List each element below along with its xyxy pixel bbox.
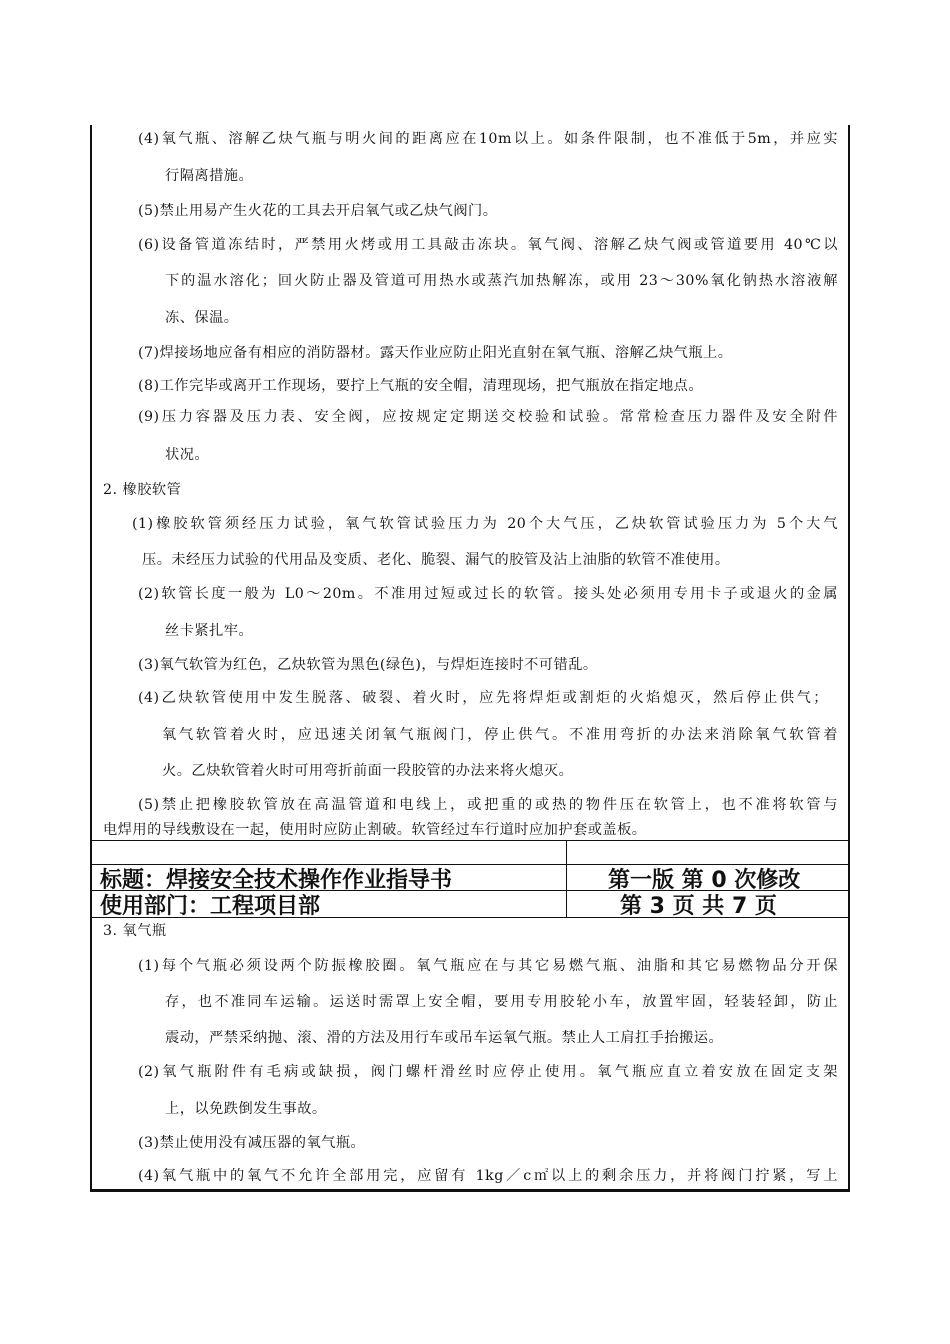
section2-heading: 2. 橡胶软管	[103, 482, 182, 498]
document-title: 标题：焊接安全技术操作作业指导书	[100, 868, 453, 893]
section1-item8: (8)工作完毕或离开工作现场，要拧上气瓶的安全帽，清理现场，把气瓶放在指定地点。	[138, 378, 704, 394]
section2-item1-line1: (1)橡胶软管须经压力试验，氧气软管试验压力为 20个大气压，乙炔软管试验压力为 5个大气	[132, 516, 838, 532]
section1-item6-line2: 下的温水溶化；回火防止器及管道可用热水或蒸汽加热解冻，或用 23～30%氧化钠热水溶液解	[165, 273, 838, 289]
section3-item2-line1: (2)氧气瓶附件有毛病或缺损，阀门螺杆滑丝时应停止使用。氧气瓶应直立着安放在固定支架	[138, 1064, 838, 1080]
section1-item6-line3: 冻、保温。	[165, 310, 239, 326]
section2-item3: (3)氧气软管为红色，乙炔软管为黑色(绿色)，与焊炬连接时不可错乱。	[138, 657, 598, 673]
section2-item4-line2: 氧气软管着火时，应迅速关闭氧气瓶阀门，停止供气。不准用弯折的办法来消除氧气软管着	[162, 727, 838, 743]
section2-item5-line2: 电焊用的导线敷设在一起，使用时应防止割破。软管经过车行道时应加护套或盖板。	[103, 822, 647, 838]
section2-item4-line1: (4)乙炔软管使用中发生脱落、破裂、着火时，应先将焊炬或割炬的火焰熄灭，然后停止供气；	[138, 690, 828, 706]
section1-item4-line2: 行隔离措施。	[165, 168, 254, 184]
section1-item7: (7)焊接场地应备有相应的消防器材。露天作业应防止阳光直射在氧气瓶、溶解乙炔气瓶上。	[138, 345, 733, 361]
section2-item1-line2: 压。未经压力试验的代用品及变质、老化、脆裂、漏气的胶管及沾上油脂的软管不准使用。	[142, 552, 730, 568]
section3-item1-line1: (1)每个气瓶必须设两个防振橡胶圈。氧气瓶应在与其它易燃气瓶、油脂和其它易燃物品分开保	[138, 958, 838, 974]
section1-item6-line1: (6)设备管道冻结时，严禁用火烤或用工具敲击冻块。氧气阀、溶解乙炔气阀或管道要用 40℃以	[138, 237, 838, 253]
section3-heading: 3. 氧气瓶	[103, 923, 167, 939]
section1-item9-line2: 状况。	[165, 447, 210, 463]
section2-item2-line1: (2)软管长度一般为 L0～20m。不准用过短或过长的软管。接头处必须用专用卡子或退火的金属	[138, 586, 838, 602]
header-column-divider	[566, 840, 567, 918]
section2-item4-line3: 火。乙炔软管着火时可用弯折前面一段胶管的办法来将火熄灭。	[162, 763, 574, 779]
department-label: 使用部门：工程项目部	[100, 894, 321, 919]
section3-item2-line2: 上，以免跌倒发生事故。	[165, 1101, 327, 1117]
section3-item4: (4)氧气瓶中的氧气不允许全部用完，应留有 1kg／c㎡以上的剩余压力，并将阀门拧紧，写上	[138, 1168, 838, 1184]
version-label: 第一版 第 0 次修改	[608, 868, 801, 893]
section1-item4-line1: (4)氧气瓶、溶解乙炔气瓶与明火间的距离应在10m以上。如条件限制，也不准低于5m，并应实	[138, 131, 838, 147]
section3-item3: (3)禁止使用没有减压器的氧气瓶。	[138, 1135, 366, 1151]
section3-item1-line3: 震动，严禁采纳抛、滚、滑的方法及用行车或吊车运氧气瓶。禁止人工肩扛手抬搬运。	[165, 1030, 724, 1046]
section1-item5: (5)禁止用易产生火花的工具去开启氧气或乙炔气阀门。	[138, 203, 498, 219]
section2-item2-line2: 丝卡紧扎牢。	[165, 623, 254, 639]
page-number: 第 3 页 共 7 页	[620, 894, 777, 919]
section2-item5-line1: (5)禁止把橡胶软管放在高温管道和电线上，或把重的或热的物件压在软管上，也不准将软管与	[138, 797, 838, 813]
section3-item1-line2: 存，也不准同车运输。运送时需罩上安全帽，要用专用胶轮小车，放置牢固，轻装轻卸，防止	[165, 994, 838, 1010]
section1-item9-line1: (9)压力容器及压力表、安全阀，应按规定定期送交校验和试验。常常检查压力器件及安全附件	[138, 409, 838, 425]
